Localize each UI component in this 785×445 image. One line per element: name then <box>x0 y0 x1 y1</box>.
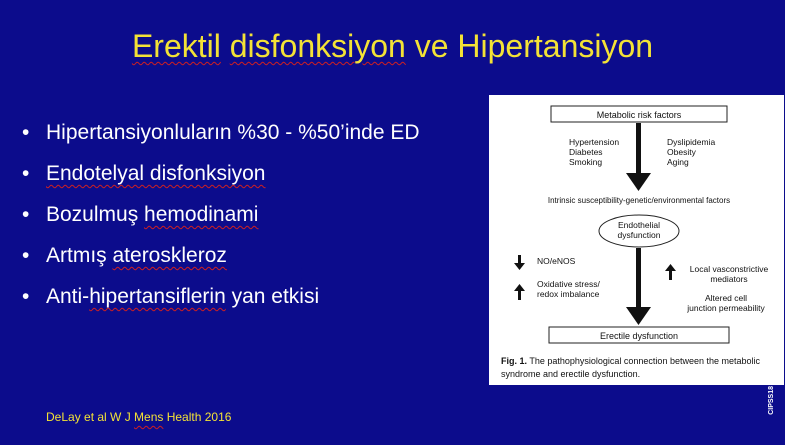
bullet-text-underlined: hipertansiflerin <box>89 285 226 308</box>
arrow-shaft-1 <box>636 123 641 173</box>
figure-caption-line-2: syndrome and erectile dysfunction. <box>501 369 641 379</box>
slide-title <box>0 28 785 65</box>
factor-left-1: Hypertension <box>569 137 620 147</box>
figure-diagram <box>489 95 784 385</box>
figure-caption-label: Fig. 1. <box>501 356 528 366</box>
up-arrow-icon <box>514 284 525 291</box>
arrow-shaft-small <box>518 291 521 300</box>
figure-caption-text: The pathophysiological connection between the metabolic <box>527 356 761 366</box>
bullet-item <box>22 276 420 317</box>
up-arrow-icon <box>665 264 676 271</box>
vaso-line-1: Local vasconstrictive <box>689 264 769 274</box>
bullet-text: Hipertansiyonluların %30 - %50’inde ED <box>46 121 420 144</box>
oxidative-line-2: redox imbalance <box>537 289 600 299</box>
noenos-label: NO/eNOS <box>537 256 576 266</box>
title-rest: ve Hipertansiyon <box>414 28 654 64</box>
down-arrow-icon <box>626 307 651 325</box>
bullet-glyph: • <box>22 162 30 185</box>
bullet-text: Artmış <box>46 244 113 267</box>
title-word-1: Erektil <box>131 28 221 64</box>
down-arrow-icon <box>514 263 525 270</box>
erectile-dysfunction-label: Erectile dysfunction <box>599 331 679 341</box>
altered-line-2: junction permeability <box>687 303 765 313</box>
bullet-text-underlined: ateroskleroz <box>112 244 227 267</box>
title-word-2: disfonksiyon <box>229 28 406 64</box>
bullet-item <box>22 153 420 194</box>
ellipse-line-1: Endothelial <box>617 220 661 230</box>
bullet-item <box>22 235 420 276</box>
factor-right-2: Obesity <box>667 147 696 157</box>
susceptibility-label: Intrinsic susceptibility-genetic/environmental factors <box>547 196 731 205</box>
bullet-glyph: • <box>22 285 30 308</box>
citation-text: DeLay et al W J <box>46 410 135 424</box>
pathophysiology-figure <box>489 95 784 385</box>
bullet-list <box>22 112 420 317</box>
bullet-text-end: yan etkisi <box>225 285 320 308</box>
vaso-line-2: mediators <box>710 274 748 284</box>
arrow-shaft-small <box>669 271 672 280</box>
side-code: CIPSS18 <box>768 386 775 415</box>
bullet-text: Anti- <box>46 285 90 308</box>
bullet-item <box>22 112 420 153</box>
factor-right-1: Dyslipidemia <box>667 137 716 147</box>
factor-left-2: Diabetes <box>569 147 603 157</box>
citation <box>46 410 231 424</box>
bullet-glyph: • <box>22 203 30 226</box>
bullet-text-underlined: hemodinami <box>144 203 259 226</box>
metabolic-risk-label: Metabolic risk factors <box>596 110 682 120</box>
ellipse-line-2: dysfunction <box>617 230 661 240</box>
arrow-shaft-small <box>518 255 521 264</box>
oxidative-line-1: Oxidative stress/ <box>537 279 600 289</box>
arrow-shaft-2 <box>636 248 641 308</box>
bullet-item <box>22 194 420 235</box>
bullet-glyph: • <box>22 121 30 144</box>
factor-left-3: Smoking <box>569 157 603 167</box>
bullet-text: Endotelyal disfonksiyon <box>46 162 266 185</box>
figure-caption-line-1 <box>501 356 761 366</box>
altered-line-1: Altered cell <box>704 293 748 303</box>
citation-journal: Mens <box>134 410 164 424</box>
bullet-glyph: • <box>22 244 30 267</box>
factor-right-3: Aging <box>667 157 689 167</box>
citation-end: Health 2016 <box>163 410 232 424</box>
bullet-text: Bozulmuş <box>46 203 145 226</box>
down-arrow-icon <box>626 173 651 191</box>
